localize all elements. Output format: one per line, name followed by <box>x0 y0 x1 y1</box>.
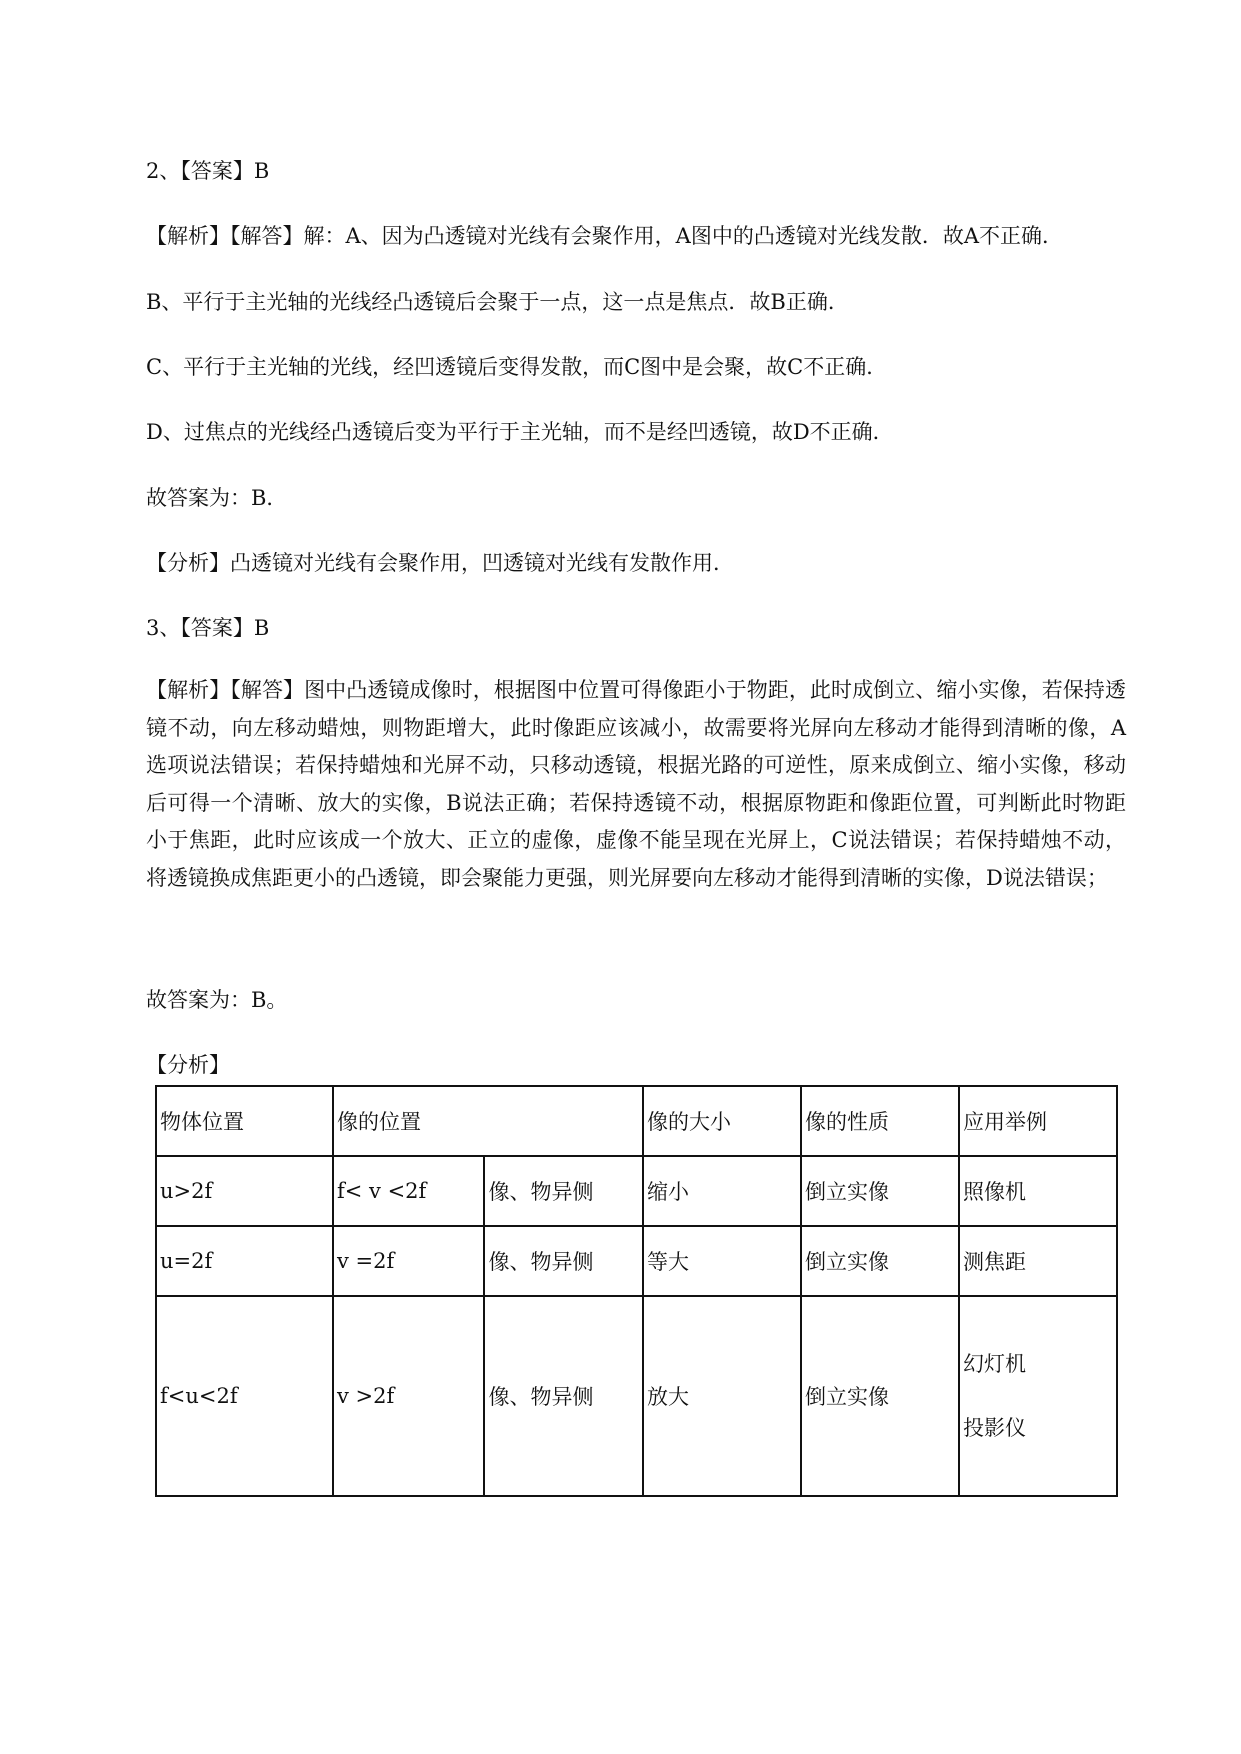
q2-explanation-a: 【解析】【解答】解：A、因为凸透镜对光线有会聚作用，A图中的凸透镜对光线发散．故A不正确． <box>146 224 1063 248</box>
cell-image-nature: 倒立实像 <box>801 1226 959 1296</box>
q3-analysis-label: 【分析】 <box>146 1053 230 1077</box>
cell-image-size: 放大 <box>643 1296 801 1496</box>
cell-image-side: 像、物异侧 <box>484 1226 643 1296</box>
q2-explanation-d: D、过焦点的光线经凸透镜后变为平行于主光轴，而不是经凹透镜，故D不正确． <box>146 420 894 444</box>
application-item: 幻灯机 <box>963 1352 1026 1376</box>
lens-imaging-table <box>155 1085 1118 1497</box>
cell-image-side: 像、物异侧 <box>484 1156 643 1226</box>
table-row <box>156 1226 1117 1296</box>
cell-object-position: u>2f <box>156 1156 333 1226</box>
cell-image-size: 缩小 <box>643 1156 801 1226</box>
header-image-position: 像的位置 <box>333 1086 643 1156</box>
table-row <box>156 1296 1117 1496</box>
cell-image-nature: 倒立实像 <box>801 1156 959 1226</box>
cell-object-position: f<u<2f <box>156 1296 333 1496</box>
q2-analysis: 【分析】凸透镜对光线有会聚作用，凹透镜对光线有发散作用． <box>146 551 734 575</box>
cell-image-position: f< v <2f <box>333 1156 484 1226</box>
cell-image-size: 等大 <box>643 1226 801 1296</box>
cell-image-position: v >2f <box>333 1296 484 1496</box>
q2-conclusion: 故答案为：B． <box>146 486 288 510</box>
header-image-nature: 像的性质 <box>801 1086 959 1156</box>
application-item: 投影仪 <box>963 1416 1026 1440</box>
q3-explanation: 【解析】【解答】图中凸透镜成像时，根据图中位置可得像距小于物距，此时成倒立、缩小实像，若保持透镜不动，向左移动蜡烛，则物距增大，此时像距应该减小，故需要将光屏向左移动才能得到清晰的像，A选项说法错误；若保持蜡烛和光屏不动，只移动透镜，根据光路的可逆性，原来成倒立、缩小实像，移动后可得一个清晰、放大的实像，B说法正确；若保持透镜不动，根据原物距和像距位置，可判断此时物距小于焦距，此时应该成一个放大、正立的虚像，虚像不能呈现在光屏上，C说法错误；若保持蜡烛不动，将透镜换成焦距更小的凸透镜，即会聚能力更强，则光屏要向左移动才能得到清晰的实像，D说法错误； <box>146 678 1126 890</box>
q2-explanation-b: B、平行于主光轴的光线经凸透镜后会聚于一点，这一点是焦点．故B正确． <box>146 290 849 314</box>
header-application: 应用举例 <box>959 1086 1117 1156</box>
q3-conclusion: 故答案为：B。 <box>146 988 288 1012</box>
table-row <box>156 1156 1117 1226</box>
header-object-position: 物体位置 <box>156 1086 333 1156</box>
cell-application: 照像机 <box>959 1156 1117 1226</box>
cell-application <box>959 1296 1117 1496</box>
cell-image-side: 像、物异侧 <box>484 1296 643 1496</box>
cell-application: 测焦距 <box>959 1226 1117 1296</box>
cell-image-position: v =2f <box>333 1226 484 1296</box>
table-header-row <box>156 1086 1117 1156</box>
cell-object-position: u=2f <box>156 1226 333 1296</box>
q2-answer: 2、【答案】B <box>146 159 270 183</box>
cell-image-nature: 倒立实像 <box>801 1296 959 1496</box>
q2-explanation-c: C、平行于主光轴的光线，经凹透镜后变得发散，而C图中是会聚，故C不正确． <box>146 355 888 379</box>
q3-answer: 3、【答案】B <box>146 616 270 640</box>
header-image-size: 像的大小 <box>643 1086 801 1156</box>
